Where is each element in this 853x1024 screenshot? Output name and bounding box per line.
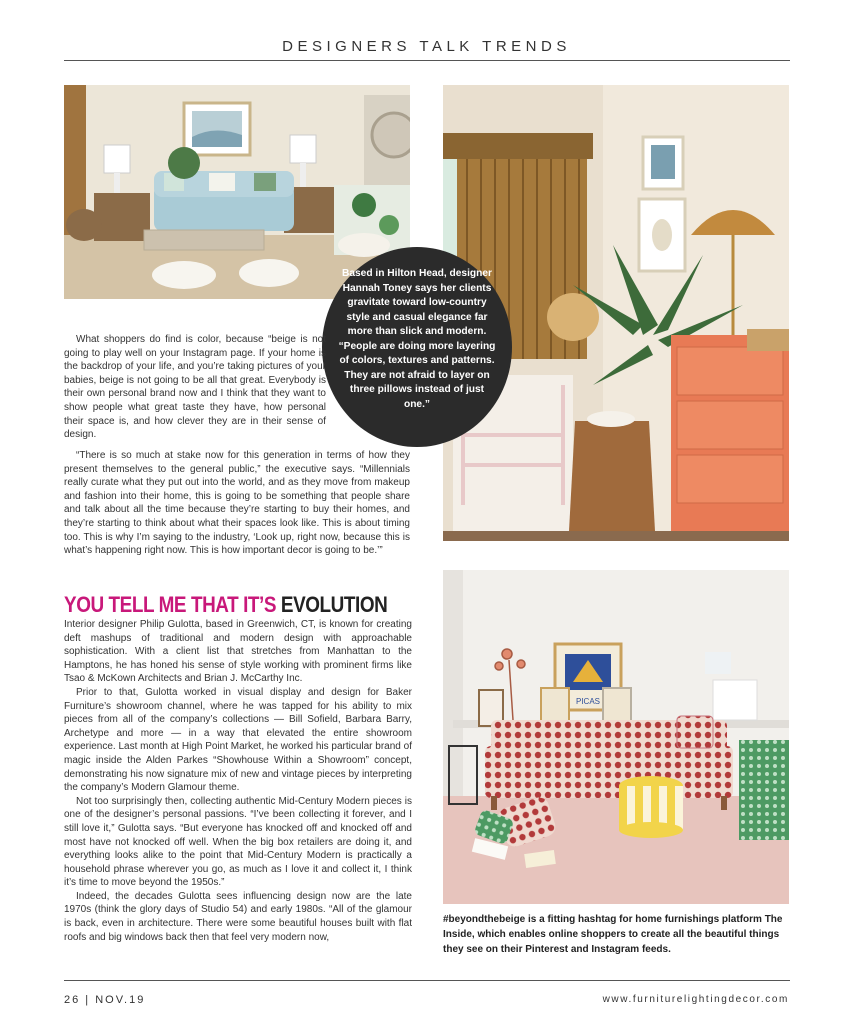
section-header: DESIGNERS TALK TRENDS: [282, 38, 571, 55]
article-paragraph: Indeed, the decades Gulotta sees influencing design now are the late 1970s (think the glory days of Studio 54) and early 1980s. “All of the glamour is back, even in architecture. There were some beautiful houses built with flat roofs and big windows back then that feel very modern now,: [64, 890, 412, 943]
footer-rule: [64, 980, 790, 981]
article-paragraph: Prior to that, Gulotta worked in visual display and design for Baker Furniture’s showroom channel, where he was tapped for his ability to mix pieces from all of the company’s collections — Bill Sofield, Barbara Barry, Archetype and more — in a way that elevated the entire showroom experience. Last month at High Point Market, he worked his particular brand of magic inside the Alden Parkes “Showhouse Within a Showroom” concept, demonstrating his now signature mix of new and vintage pieces by interpreting the company’s Modern Glamour theme.: [64, 686, 412, 794]
heading-accent: YOU TELL ME THAT IT’S: [64, 592, 277, 617]
header-rule: [64, 60, 790, 61]
article-paragraph: “There is so much at stake now for this generation in terms of how they present themselves to the general public,” the executive says. “Millennials really curate what they put out into the world, and as they move from makeup and fashion into their home, this is going to be something that people share and talk about all the time because they’re starting to buy their homes, and they’re starting to think about what their spaces look like. This is about timing too. This is why I’m saying to the industry, ‘Look up, right now, because this is what’s happening right now. This is how important decor is going to be.’”: [64, 450, 410, 557]
photo-caption: #beyondthebeige is a fitting hashtag for home furnishings platform The Inside, which enables online shoppers to create all the beautiful things they see on their Pinterest and Instagram feeds.: [443, 914, 783, 955]
heading-main: EVOLUTION: [280, 592, 388, 617]
section-heading: [64, 592, 387, 618]
article-paragraph: What shoppers do find is color, because “beige is not going to play well on your Instagram page. If your home is the backdrop of your life, and you’re taking pictures of your babies, beige is not going to be all that great. Everybody is their own personal brand now and I think that they want to show people what great taste they have, how personal their space is, and how clever they are in their sense of design.: [64, 334, 326, 441]
article-body-column: [64, 618, 412, 944]
page-folio: 26 | NOV.19: [64, 994, 146, 1006]
article-paragraph: Interior designer Philip Gulotta, based in Greenwich, CT, is known for creating deft mashups of traditional and modern design with approachable sophistication. With a client list that stretches from Manhattan to the Hamptons, he has honed his sense of style working with prominent firms like Tsao & McKown Architects and Brian J. McCarthy Inc.: [64, 619, 412, 685]
article-intro-column: [64, 333, 326, 442]
footer-url[interactable]: www.furniturelightingdecor.com: [602, 994, 789, 1005]
article-quote-column: [64, 449, 410, 558]
article-paragraph: Not too surprisingly then, collecting authentic Mid-Century Modern pieces is one of the designer’s personal passions. “I’ve been collecting it forever, and I still love it,” Gulotta says. “But everyone has knocked off and knocked off and most have not knocked off well. When the big box retailers are doing it, and everything looks alike to the point that Mid-Century Modern is practically a household phrase wherever you go, as much as I love it and collect it, I think it’s time to move beyond the 1950s.”: [64, 795, 412, 889]
poster-lettering: PICAS: [575, 697, 601, 706]
patterned-sofa-photo: [443, 570, 789, 904]
pull-quote-circle: [322, 247, 512, 447]
pull-quote-text: Based in Hilton Head, designer Hannah Toney says her clients gravitate toward low-country style and casual elegance far more than slick and modern. “People are doing more layering of colors, textures and patterns. They are not afraid to layer on three pillows instead of just one.”: [338, 268, 496, 410]
